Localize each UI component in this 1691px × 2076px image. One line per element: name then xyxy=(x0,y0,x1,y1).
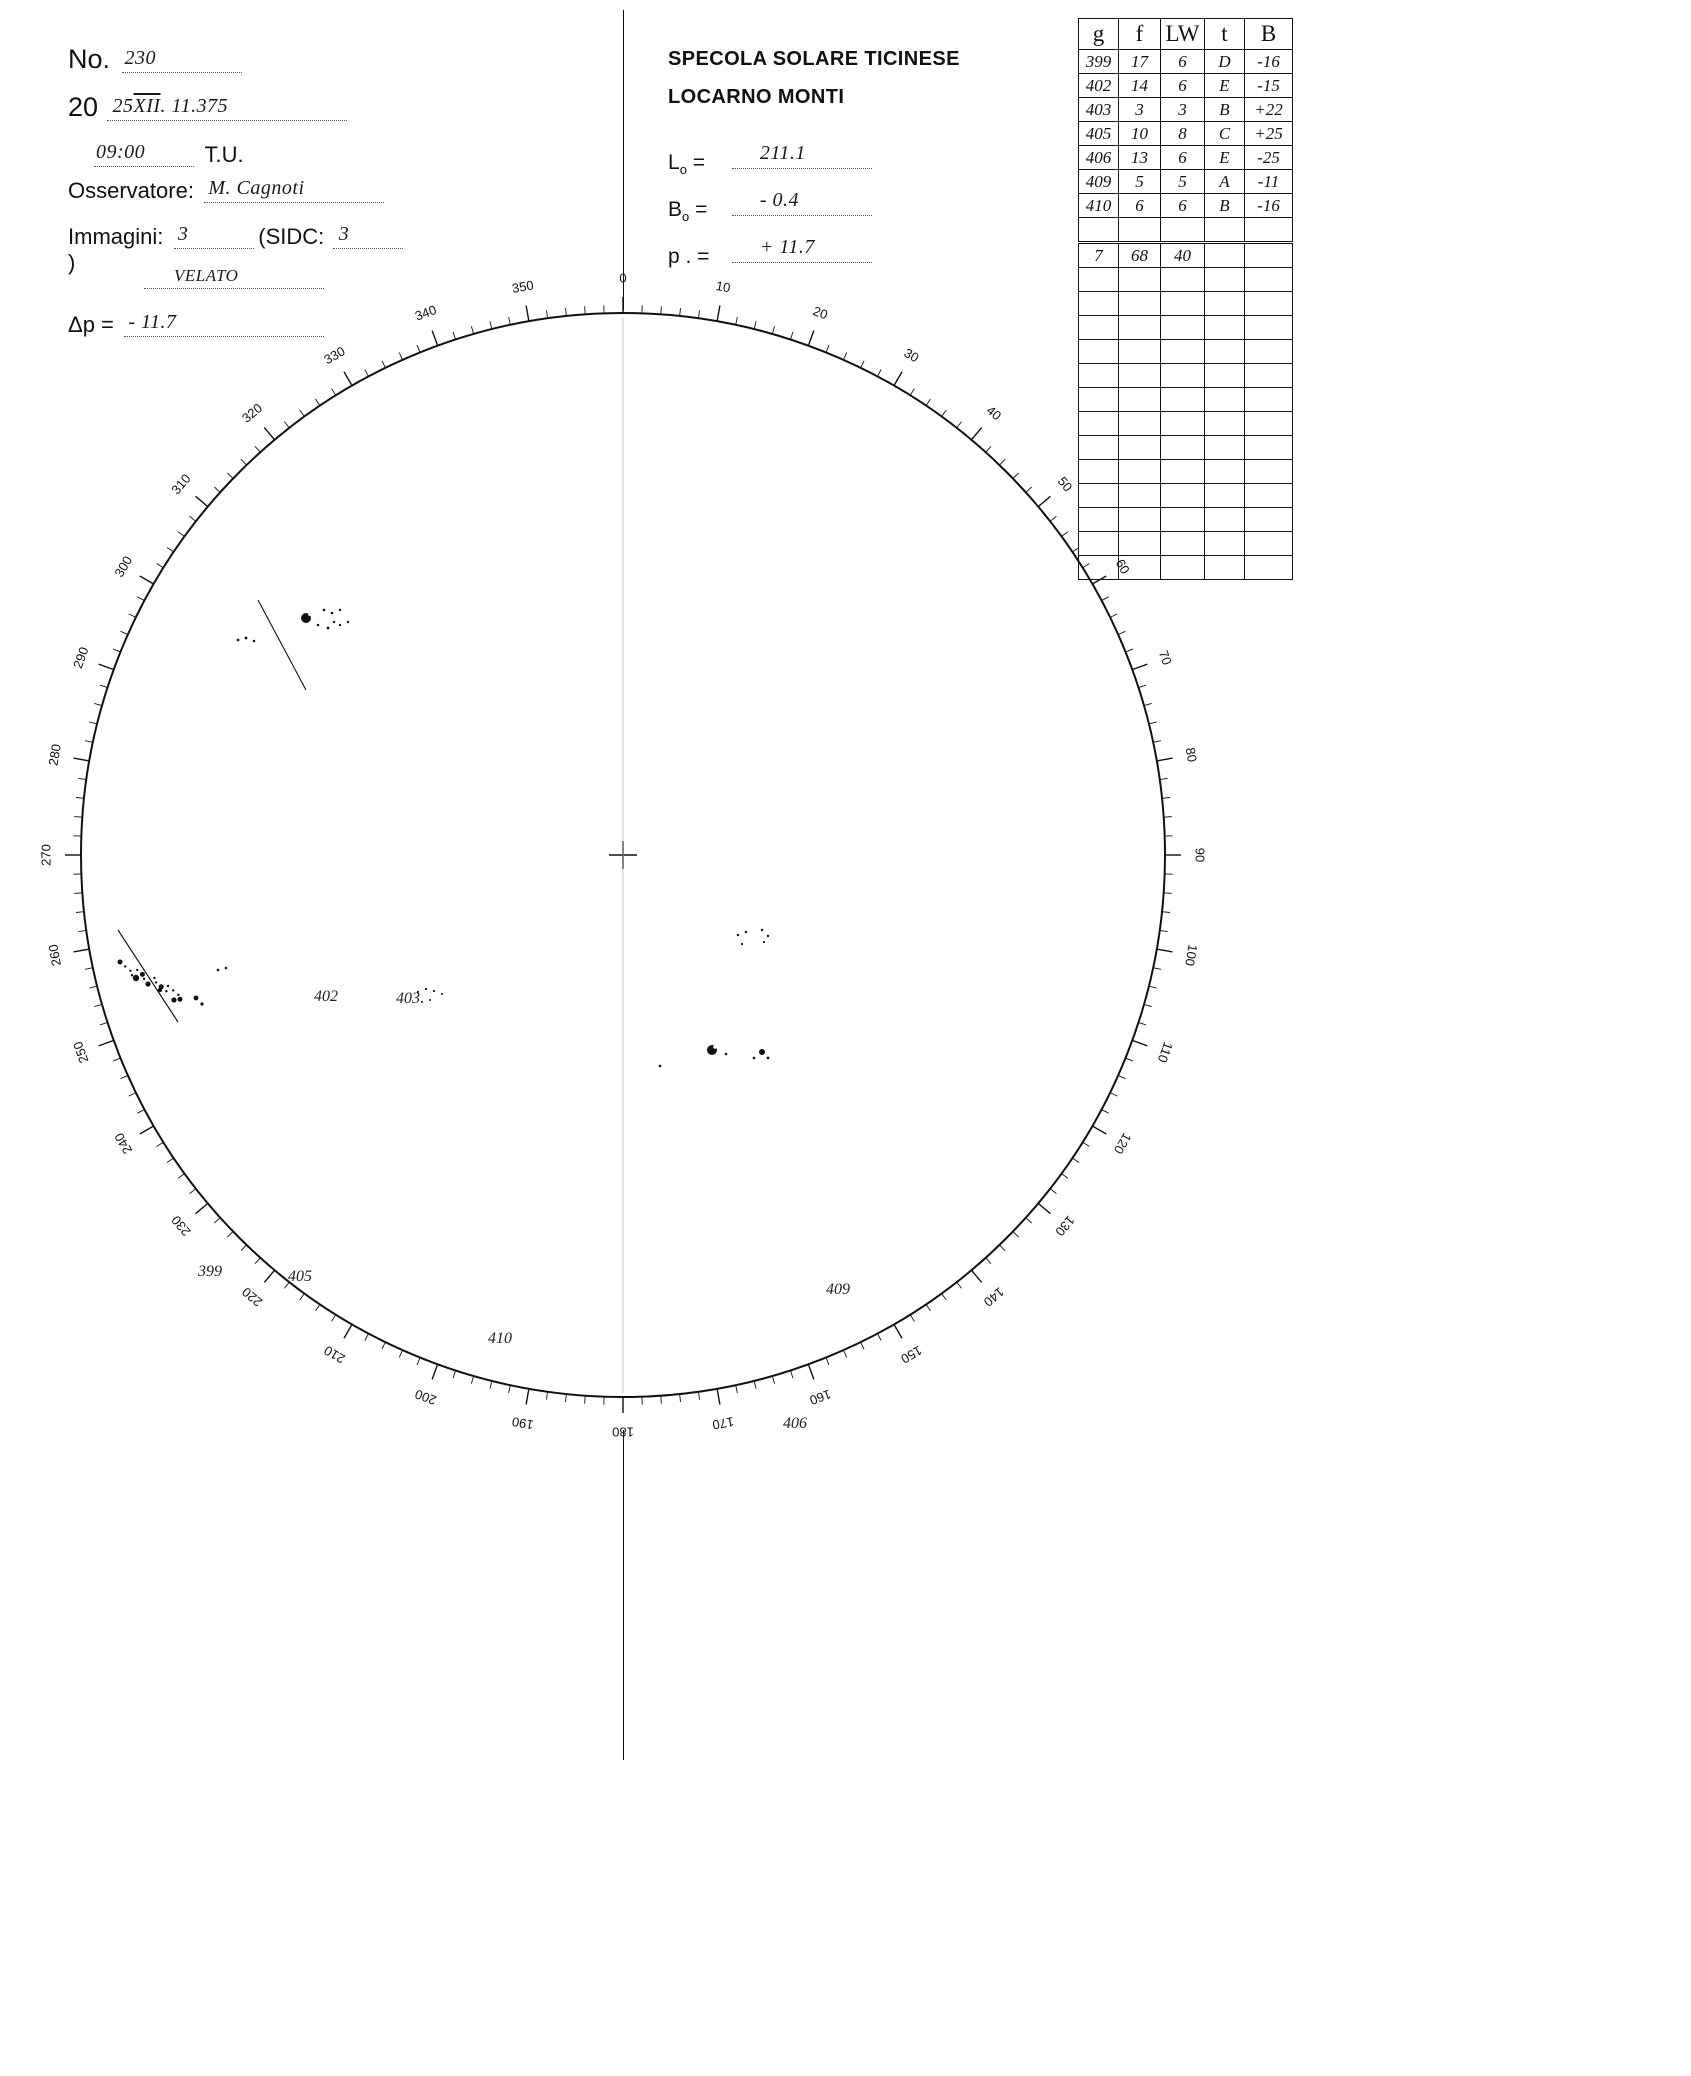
table-cell xyxy=(1245,292,1293,316)
table-cell xyxy=(1245,316,1293,340)
degree-label-100: 100 xyxy=(1182,943,1201,968)
field-time xyxy=(94,140,244,168)
table-cell xyxy=(1245,460,1293,484)
sunspot-group-label-403: 403 xyxy=(396,990,420,1007)
table-header-f: f xyxy=(1119,19,1161,50)
table-header-t: t xyxy=(1205,19,1245,50)
degree-label-150: 150 xyxy=(898,1342,925,1367)
table-cell: -16 xyxy=(1245,50,1293,74)
field-note xyxy=(144,264,324,289)
table-cell xyxy=(1245,508,1293,532)
table-header-lw: LW xyxy=(1161,19,1205,50)
station-block xyxy=(668,40,960,269)
param-bo-key: $B_o$ = xyxy=(668,198,708,225)
table-cell: 10 xyxy=(1119,122,1161,146)
field-date xyxy=(68,92,347,123)
table-total-cell xyxy=(1205,243,1245,268)
table-cell xyxy=(1161,268,1205,292)
table-cell xyxy=(1205,364,1245,388)
sunspot-group-label-402: 402 xyxy=(314,988,338,1005)
degree-label-170: 170 xyxy=(711,1414,736,1433)
table-header-b: B xyxy=(1245,19,1293,50)
table-cell xyxy=(1205,508,1245,532)
table-cell xyxy=(1205,340,1245,364)
table-cell xyxy=(1205,532,1245,556)
field-observer xyxy=(68,176,384,204)
degree-label-230: 230 xyxy=(168,1212,194,1240)
table-cell xyxy=(1079,268,1119,292)
year-prefix: 20 xyxy=(68,92,99,122)
table-spacer-row xyxy=(1079,218,1293,243)
sidc-label: (SIDC: xyxy=(258,224,325,249)
table-total-cell: 40 xyxy=(1161,243,1205,268)
degree-label-10: 10 xyxy=(714,278,732,296)
degree-label-340: 340 xyxy=(412,301,439,324)
images-value: 3 xyxy=(177,223,189,245)
sunspot-marks xyxy=(118,600,770,1067)
degree-label-350: 350 xyxy=(510,277,535,296)
param-lo-key: $L_o$ = xyxy=(668,151,706,178)
table-cell xyxy=(1205,316,1245,340)
table-cell xyxy=(1205,460,1245,484)
table-cell: 403 xyxy=(1079,98,1119,122)
sidc-value: 3 xyxy=(338,223,350,245)
observer-value: M. Cagnoti xyxy=(208,177,305,199)
images-label: Immagini: xyxy=(68,224,164,249)
degree-label-270: 270 xyxy=(38,844,54,866)
degree-label-190: 190 xyxy=(510,1414,535,1433)
note-field[interactable] xyxy=(144,264,324,289)
station-name-line2: LOCARNO MONTI xyxy=(668,86,845,108)
degree-label-220: 220 xyxy=(238,1284,266,1310)
time-value: 09:00 xyxy=(96,141,146,163)
table-row xyxy=(1079,98,1293,122)
table-cell xyxy=(1245,364,1293,388)
table-cell xyxy=(1205,292,1245,316)
table-cell: A xyxy=(1205,170,1245,194)
degree-label-80: 80 xyxy=(1182,746,1200,764)
table-empty-row xyxy=(1079,268,1293,292)
table-cell: 399 xyxy=(1079,50,1119,74)
delta-p-value: - 11.7 xyxy=(128,311,177,333)
table-row xyxy=(1079,146,1293,170)
table-cell: 6 xyxy=(1161,74,1205,98)
date-month: $\overline{XII}$ xyxy=(133,95,161,117)
table-cell: 3 xyxy=(1161,98,1205,122)
table-cell: 410 xyxy=(1079,194,1119,218)
param-p-field[interactable] xyxy=(732,238,872,263)
table-cell xyxy=(1245,218,1293,243)
time-unit-label: T.U. xyxy=(204,142,244,167)
degree-label-210: 210 xyxy=(321,1342,348,1367)
degree-label-130: 130 xyxy=(1052,1212,1078,1240)
degree-label-280: 280 xyxy=(45,742,64,767)
degree-label-60: 60 xyxy=(1112,556,1133,577)
param-p-key: p . = xyxy=(668,245,710,269)
table-cell: 6 xyxy=(1161,194,1205,218)
degree-label-320: 320 xyxy=(238,400,266,426)
table-total-cell: 68 xyxy=(1119,243,1161,268)
table-cell: 409 xyxy=(1079,170,1119,194)
table-total-cell xyxy=(1245,243,1293,268)
degree-label-200: 200 xyxy=(412,1386,439,1409)
table-cell xyxy=(1205,218,1245,243)
table-cell: 17 xyxy=(1119,50,1161,74)
table-cell xyxy=(1119,268,1161,292)
param-bo-value: - 0.4 xyxy=(759,189,800,212)
table-cell: -25 xyxy=(1245,146,1293,170)
degree-label-30: 30 xyxy=(901,345,922,366)
param-lo-field[interactable] xyxy=(732,144,872,169)
degree-label-140: 140 xyxy=(980,1284,1008,1310)
table-cell: 405 xyxy=(1079,122,1119,146)
table-cell xyxy=(1161,218,1205,243)
table-cell: -15 xyxy=(1245,74,1293,98)
degree-label-160: 160 xyxy=(807,1386,834,1409)
table-cell xyxy=(1245,556,1293,580)
table-cell: 5 xyxy=(1161,170,1205,194)
sunspot-group-label-399: 399 xyxy=(198,1263,222,1280)
table-cell xyxy=(1079,218,1119,243)
table-row xyxy=(1079,194,1293,218)
table-cell xyxy=(1205,556,1245,580)
table-cell: 3 xyxy=(1119,98,1161,122)
sidc-close-paren: ) xyxy=(68,250,76,275)
degree-label-40: 40 xyxy=(983,402,1005,424)
table-cell xyxy=(1245,412,1293,436)
degree-label-310: 310 xyxy=(168,470,194,498)
param-bo xyxy=(668,191,960,224)
degree-label-110: 110 xyxy=(1154,1040,1176,1065)
degree-label-180: 180 xyxy=(612,1424,634,1440)
table-cell xyxy=(1245,436,1293,460)
table-cell: 6 xyxy=(1161,50,1205,74)
date-day: 25 xyxy=(112,95,134,117)
table-total-cell: 7 xyxy=(1079,243,1119,268)
axis-line-top xyxy=(623,10,624,310)
table-cell xyxy=(1245,484,1293,508)
table-cell xyxy=(1245,388,1293,412)
time-field[interactable] xyxy=(94,140,194,167)
table-cell: B xyxy=(1205,98,1245,122)
param-bo-field[interactable] xyxy=(732,191,872,216)
table-totals-row xyxy=(1079,243,1293,268)
date-frac: . 11.375 xyxy=(160,95,229,117)
note-value: VELATO xyxy=(174,266,239,285)
table-cell xyxy=(1245,340,1293,364)
table-cell: 402 xyxy=(1079,74,1119,98)
sidc-field[interactable] xyxy=(329,222,403,249)
degree-label-240: 240 xyxy=(111,1130,136,1157)
sunspot-group-label-410: 410 xyxy=(488,1330,512,1347)
table-header-row xyxy=(1079,19,1293,50)
table-cell: 14 xyxy=(1119,74,1161,98)
degree-label-70: 70 xyxy=(1155,648,1175,667)
degree-label-20: 20 xyxy=(811,303,830,323)
station-name-line1: SPECOLA SOLARE TICINESE xyxy=(668,48,960,70)
observer-field[interactable] xyxy=(198,176,384,203)
param-lo-value: 211.1 xyxy=(759,142,806,164)
images-field[interactable] xyxy=(168,222,254,249)
table-cell: 8 xyxy=(1161,122,1205,146)
table-cell: B xyxy=(1205,194,1245,218)
degree-label-250: 250 xyxy=(69,1039,92,1066)
table-row xyxy=(1079,122,1293,146)
sunspot-group-label-406: 406 xyxy=(783,1415,807,1432)
observer-label: Osservatore: xyxy=(68,178,194,203)
table-cell xyxy=(1245,268,1293,292)
degree-label-300: 300 xyxy=(111,553,136,580)
table-cell: 13 xyxy=(1119,146,1161,170)
no-label: No. xyxy=(68,44,111,74)
table-cell: -11 xyxy=(1245,170,1293,194)
table-cell xyxy=(1205,484,1245,508)
table-header-g: g xyxy=(1079,19,1119,50)
delta-p-label: Δp = xyxy=(68,312,114,337)
table-cell xyxy=(1205,412,1245,436)
degree-label-260: 260 xyxy=(45,943,64,968)
table-cell xyxy=(1245,532,1293,556)
date-field[interactable] xyxy=(103,94,347,121)
table-row xyxy=(1079,50,1293,74)
table-cell xyxy=(1205,268,1245,292)
degree-label-50: 50 xyxy=(1054,473,1076,495)
field-no xyxy=(68,44,242,75)
table-cell: C xyxy=(1205,122,1245,146)
table-row xyxy=(1079,170,1293,194)
table-cell: E xyxy=(1205,74,1245,98)
no-field[interactable] xyxy=(114,46,242,73)
degree-label-290: 290 xyxy=(69,644,92,671)
solar-parameters xyxy=(668,144,960,269)
table-cell: 5 xyxy=(1119,170,1161,194)
table-row xyxy=(1079,74,1293,98)
table-cell xyxy=(1119,218,1161,243)
table-cell: -16 xyxy=(1245,194,1293,218)
param-lo xyxy=(668,144,960,177)
table-cell: 6 xyxy=(1161,146,1205,170)
sunspot-group-label-409: 409 xyxy=(826,1281,850,1298)
param-p xyxy=(668,238,960,269)
no-value: 230 xyxy=(124,47,156,69)
table-cell xyxy=(1205,388,1245,412)
degree-label-90: 90 xyxy=(1192,847,1208,863)
table-cell: +25 xyxy=(1245,122,1293,146)
table-cell: 6 xyxy=(1119,194,1161,218)
param-p-value: + 11.7 xyxy=(759,236,815,259)
table-cell: +22 xyxy=(1245,98,1293,122)
table-cell: 406 xyxy=(1079,146,1119,170)
degree-label-330: 330 xyxy=(321,343,348,368)
table-cell xyxy=(1205,436,1245,460)
degree-label-120: 120 xyxy=(1110,1130,1135,1157)
degree-label-0: 0 xyxy=(619,270,627,286)
table-cell: E xyxy=(1205,146,1245,170)
axis-line-bottom xyxy=(623,1430,624,1760)
table-cell: D xyxy=(1205,50,1245,74)
sunspot-group-label-405: 405 xyxy=(288,1268,312,1285)
